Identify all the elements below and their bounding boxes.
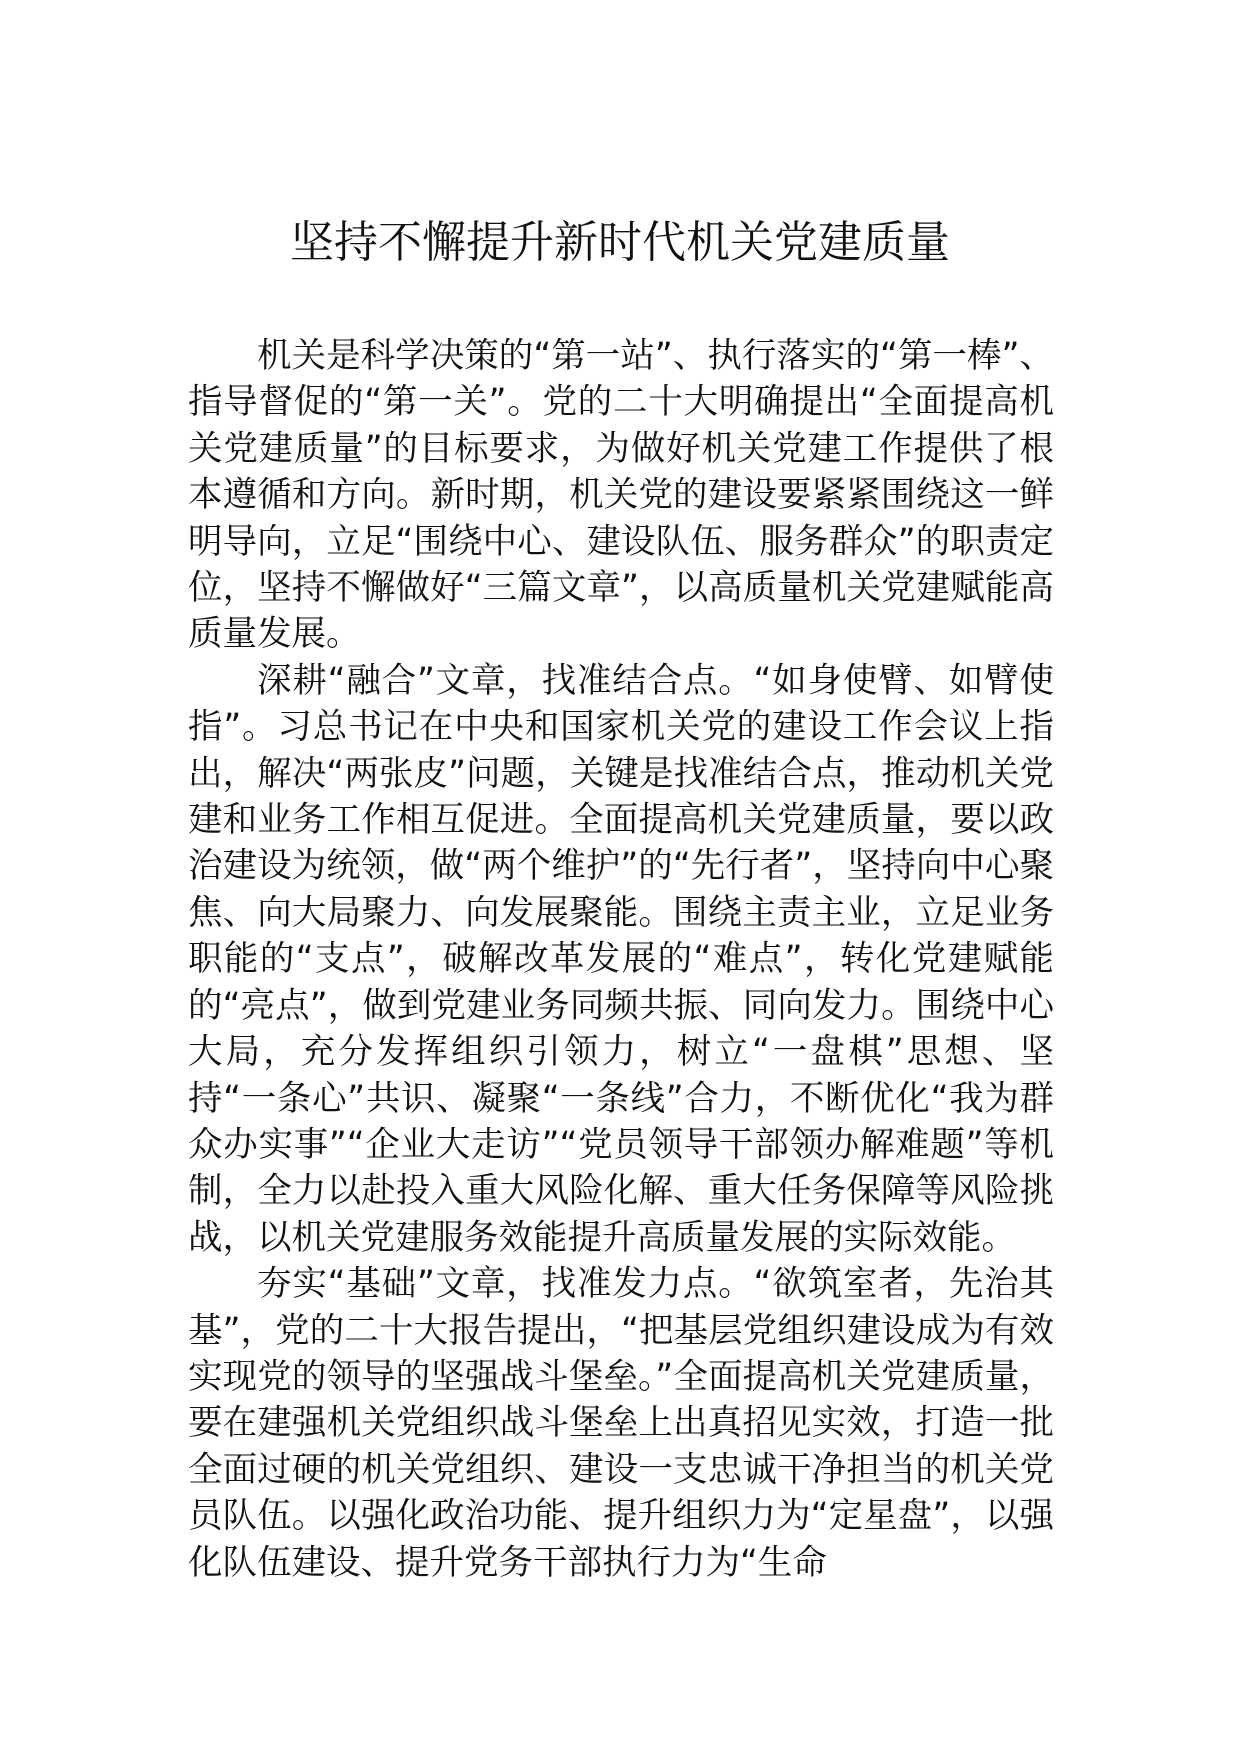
paragraph-intro: 机关是科学决策的“第一站”、执行落实的“第一棒”、指导督促的“第一关”。党的二十大明确提出“全面提高机关党建质量”的目标要求，为做好机关党建工作提供了根本遵循和方向。新时期，机关党的建设要紧紧围绕这一鲜明导向，立足“围绕中心、建设队伍、服务群众”的职责定位，坚持不懈做好“三篇文章”，以高质量机关党建赋能高质量发展。 [188,336,1054,655]
document-title: 坚持不懈提升新时代机关党建质量 [290,217,950,268]
paragraph-foundation: 夯实“基础”文章，找准发力点。“欲筑室者，先治其基”，党的二十大报告提出，“把基层党组织建设成为有效实现党的领导的坚强战斗堡垒。”全面提高机关党建质量，要在建强机关党组织战斗堡垒上出真招见实效，打造一批全面过硬的机关党组织、建设一支忠诚干净担当的机关党员队伍。以强化政治功能、提升组织力为“定星盘”，以强化队伍建设、提升党务干部执行力为“生命 [188,1264,1054,1583]
document-body [188,333,1054,1586]
paragraph-integration: 深耕“融合”文章，找准结合点。“如身使臂、如臂使指”。习总书记在中央和国家机关党的建设工作会议上指出，解决“两张皮”问题，关键是找准结合点，推动机关党建和业务工作相互促进。全面提高机关党建质量，要以政治建设为统领，做“两个维护”的“先行者”，坚持向中心聚焦、向大局聚力、向发展聚能。围绕主责主业，立足业务职能的“支点”，破解改革发展的“难点”，转化党建赋能的“亮点”，做到党建业务同频共振、同向发力。围绕中心大局，充分发挥组织引领力，树立“一盘棋”思想、坚持“一条心”共识、凝聚“一条线”合力，不断优化“我为群众办实事”“企业大走访”“党员领导干部领办解难题”等机制，全力以赴投入重大风险化解、重大任务保障等风险挑战，以机关党建服务效能提升高质量发展的实际效能。 [188,660,1054,1258]
